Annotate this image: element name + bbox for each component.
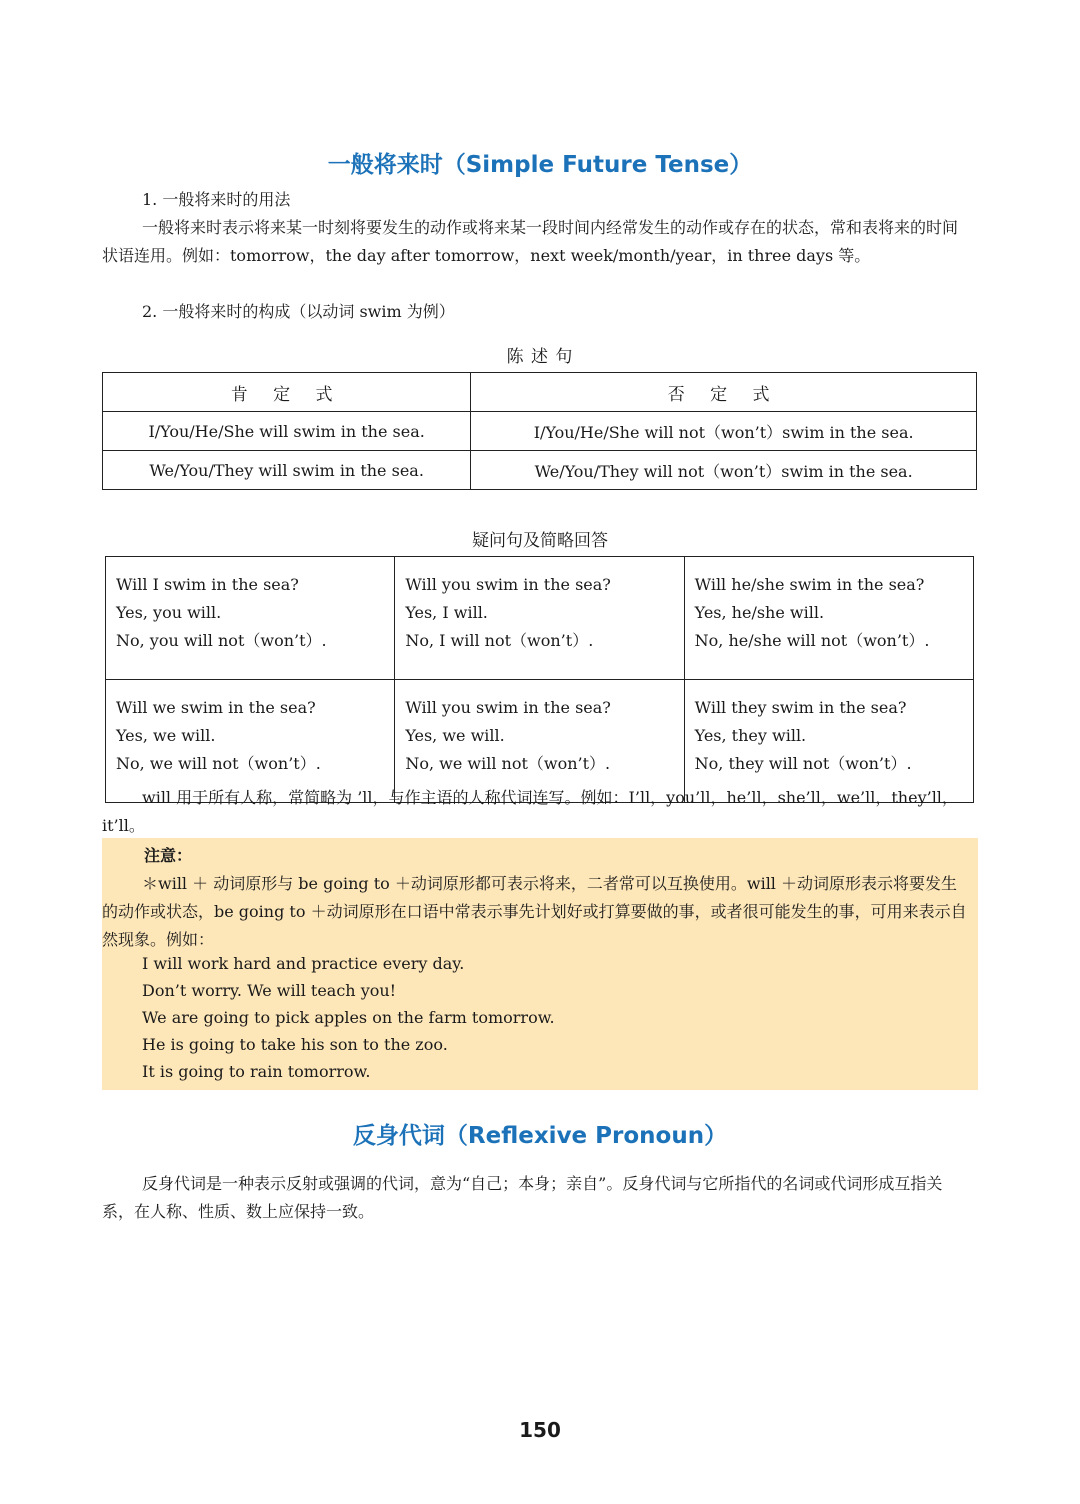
answer-yes: Yes, I will. — [405, 603, 488, 622]
answer-no: No, we will not（won’t）. — [116, 754, 321, 773]
answer-no: No, we will not（won’t）. — [405, 754, 611, 773]
answer-no: No, I will not（won’t）. — [405, 631, 594, 650]
answer-yes: Yes, we will. — [116, 726, 216, 745]
example-sentence: We are going to pick apples on the farm tomorrow. — [142, 1008, 555, 1027]
note-body: ＊will ＋ 动词原形与 be going to ＋动词原形都可表示将来，二者常可以互换使用。will ＋动词原形表示将要发生的动作或状态，be going to ＋动词原形在口语中常表示事先计划好或打算要做的事，或者很可能发生的事，可用来表示自然现象。例如： — [102, 874, 967, 949]
table2-caption: 疑问句及简略回答 — [472, 531, 608, 551]
table-row — [103, 373, 977, 412]
will-contraction-paragraph: will 用于所有人称，常简略为 ’ll，与作主语的人称代词连写。例如：I’ll，you’ll，he’ll，she’ll，we’ll，they’ll，it’ll。 — [102, 788, 958, 835]
table-cell — [395, 557, 684, 680]
heading-structure: 2. 一般将来时的构成（以动词 swim 为例） — [142, 302, 455, 321]
question: Will I swim in the sea? — [116, 575, 299, 594]
answer-yes: Yes, you will. — [116, 603, 222, 622]
answer-no: No, they will not（won’t）. — [694, 754, 912, 773]
note-box — [102, 838, 978, 1090]
table-row — [103, 412, 977, 451]
section-title-reflexive-pronoun: 反身代词（Reflexive Pronoun） — [352, 1123, 728, 1149]
example-sentence: I will work hard and practice every day. — [142, 954, 465, 973]
table-cell: I/You/He/She will not（won’t）swim in the sea. — [471, 412, 977, 451]
header-negative: 否 定 式 — [471, 373, 977, 412]
table-cell — [684, 557, 973, 680]
answer-yes: Yes, they will. — [694, 726, 807, 745]
question: Will they swim in the sea? — [694, 698, 907, 717]
question: Will you swim in the sea? — [405, 575, 611, 594]
example-sentence: He is going to take his son to the zoo. — [142, 1035, 448, 1054]
question: Will we swim in the sea? — [116, 698, 316, 717]
answer-no: No, you will not（won’t）. — [116, 631, 327, 650]
section-title-future-tense: 一般将来时（Simple Future Tense） — [327, 152, 753, 178]
reflexive-pronoun-paragraph: 反身代词是一种表示反射或强调的代词，意为“自己；本身；亲自”。反身代词与它所指代的名词或代词形成互指关系，在人称、性质、数上应保持一致。 — [102, 1174, 943, 1221]
table-cell — [106, 557, 395, 680]
answer-no: No, he/she will not（won’t）. — [694, 631, 930, 650]
example-sentence: It is going to rain tomorrow. — [142, 1062, 371, 1081]
answer-yes: Yes, he/she will. — [694, 603, 825, 622]
table-cell: I/You/He/She will swim in the sea. — [103, 412, 471, 451]
statement-table — [102, 372, 977, 490]
table-cell: We/You/They will not（won’t）swim in the sea. — [471, 451, 977, 490]
table-cell: We/You/They will swim in the sea. — [103, 451, 471, 490]
note-title: 注意： — [144, 846, 193, 865]
table-row — [106, 557, 974, 680]
example-sentence: Don’t worry. We will teach you! — [142, 981, 397, 1000]
table1-caption: 陈 述 句 — [506, 347, 574, 367]
header-affirmative: 肯 定 式 — [103, 373, 471, 412]
heading-usage: 1. 一般将来时的用法 — [142, 190, 291, 209]
question-table — [105, 556, 974, 803]
question: Will you swim in the sea? — [405, 698, 611, 717]
answer-yes: Yes, we will. — [405, 726, 505, 745]
page-number: 150 — [519, 1418, 561, 1442]
usage-paragraph: 一般将来时表示将来某一时刻将要发生的动作或将来某一段时间内经常发生的动作或存在的状态，常和表将来的时间状语连用。例如：tomorrow，the day after tomorrow，next week/month/year，in three days 等。 — [102, 218, 959, 265]
question: Will he/she swim in the sea? — [694, 575, 925, 594]
table-row — [103, 451, 977, 490]
